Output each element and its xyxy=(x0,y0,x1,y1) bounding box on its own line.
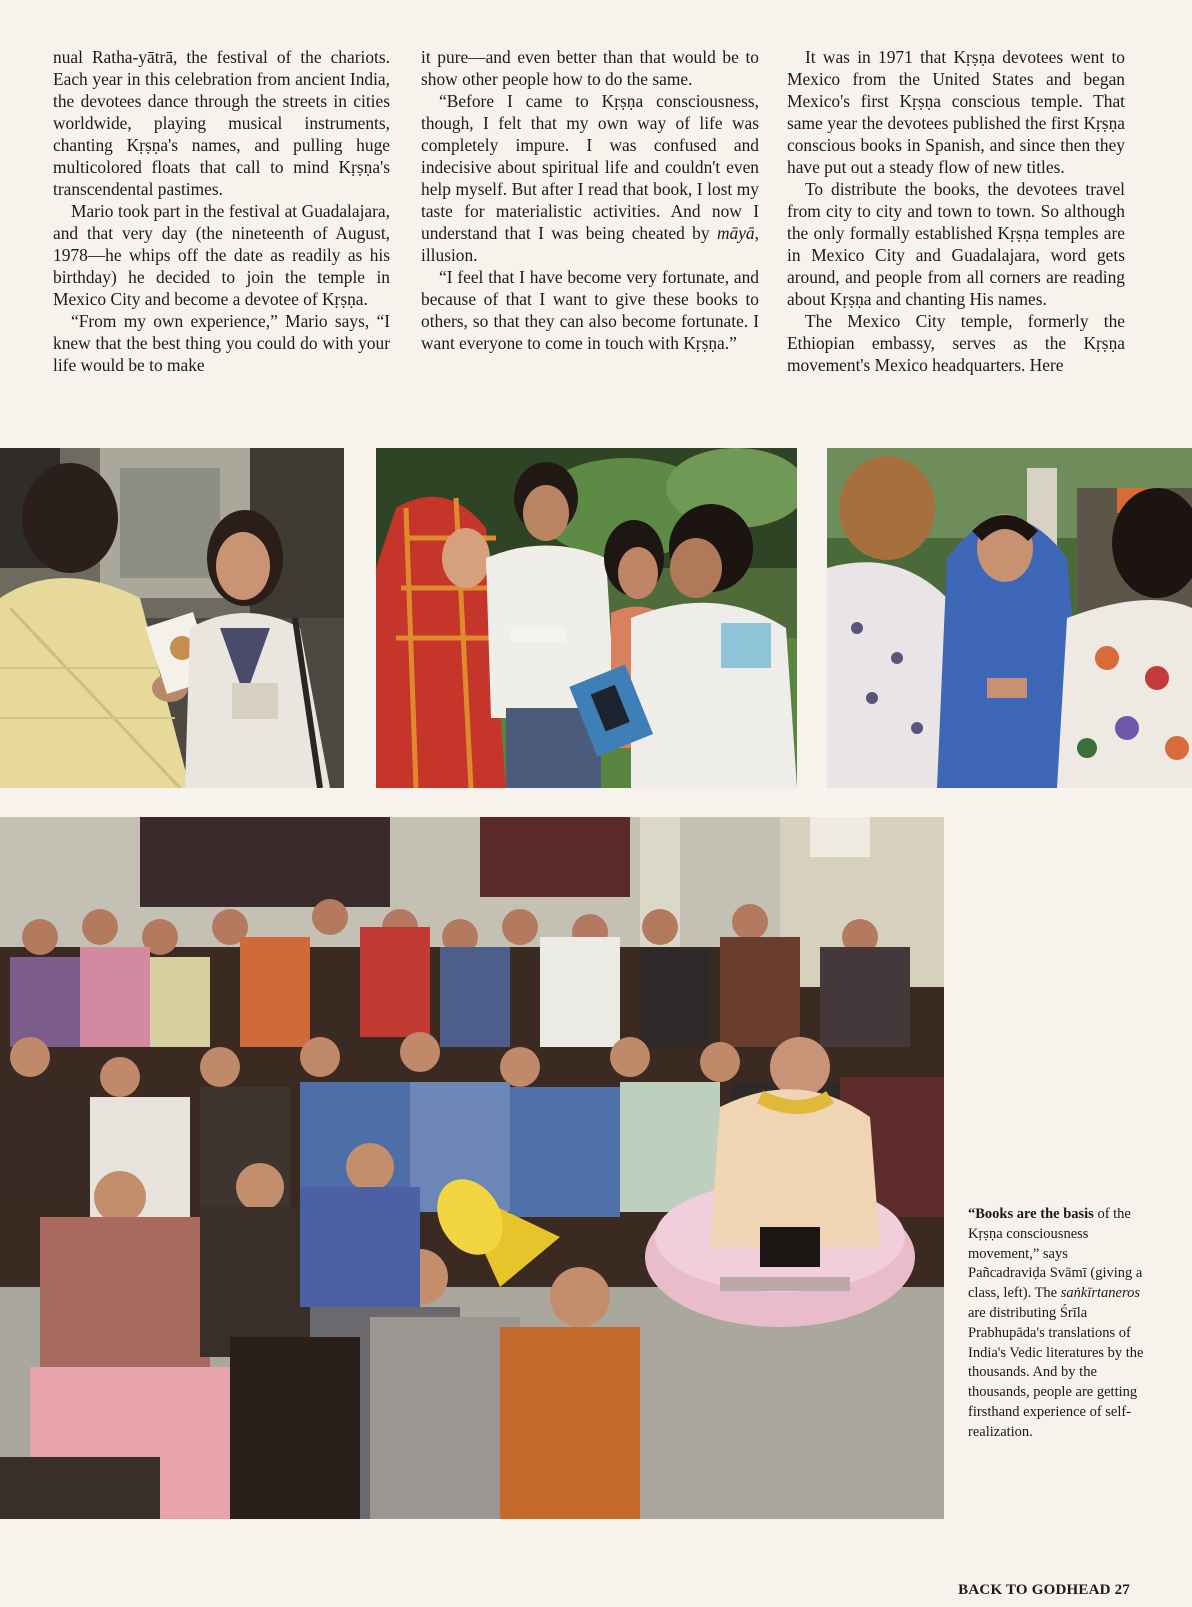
article-column-2 xyxy=(421,46,759,426)
paragraph: “I feel that I have become very fortunate, and because of that I want to give these books to others, so that they can also become fortunate. I want everyone to come in touch with Kṛṣṇa.” xyxy=(421,267,759,353)
italic-term: māyā, xyxy=(716,223,759,243)
photo-park-book-distribution xyxy=(376,448,797,788)
paragraph: nual Ratha-yātrā, the festival of the chariots. Each year in this celebration from ancient India, the devotees dance through the streets in cities worldwide, playing musical instruments, chanting Kṛṣṇa's names, and pulling huge multicolored floats that call to mind Kṛṣṇa's transcendental pastimes. xyxy=(53,47,390,199)
article-column-1 xyxy=(53,46,390,426)
photo-street-book-offer xyxy=(0,448,344,788)
photo-image xyxy=(376,448,797,788)
caption-lead: “Books are the basis xyxy=(968,1206,1094,1222)
paragraph: It was in 1971 that Kṛṣṇa devotees went to Mexico from the United States and began Mexico's first Kṛṣṇa conscious temple. That same year the devotees published the first Kṛṣṇa conscious books in Spanish, and since then they have put out a steady flow of new titles. xyxy=(787,47,1125,177)
paragraph: To distribute the books, the devotees travel from city to city and town to town. So although the only formally established Kṛṣṇa temples are in Mexico City and Guadalajara, word gets around, and people from all corners are reading about Kṛṣṇa and chanting His names. xyxy=(787,179,1125,309)
caption-text: are distributing Śrīla Prabhupāda's translations of India's Vedic literatures by the thousands. And by the thousands, people are getting firsthand experience of self-realization. xyxy=(968,1304,1144,1440)
photo-smiling-devotee xyxy=(827,448,1192,788)
paragraph: “From my own experience,” Mario says, “I knew that the best thing you could do with your life would be to make xyxy=(53,311,390,375)
photo-image xyxy=(827,448,1192,788)
caption-italic-term: saṅkīrtaneros xyxy=(1060,1285,1140,1302)
caption-text: of the Kṛṣṇa consciousness movement,” says Pañcadraviḍa Svāmī (giving a class, left). The xyxy=(968,1206,1143,1302)
paragraph: Mario took part in the festival at Guadalajara, and that very day (the nineteenth of August, 1978—he whips off the date as readily as his birthday) he decided to join the temple in Mexico City and become a devotee of Kṛṣṇa. xyxy=(53,201,390,309)
photo-temple-class xyxy=(0,817,944,1519)
paragraph: The Mexico City temple, formerly the Ethiopian embassy, serves as the Kṛṣṇa movement's Mexico headquarters. Here xyxy=(787,311,1125,375)
paragraph-text: illusion. xyxy=(421,245,478,265)
photo-image xyxy=(0,817,944,1519)
article-column-3 xyxy=(787,46,1125,426)
paragraph xyxy=(421,90,759,266)
photo-caption xyxy=(968,1205,1148,1443)
paragraph-text: “Before I came to Kṛṣṇa consciousness, though, I felt that my own way of life was completely impure. I was confused and indecisive about spiritual life and couldn't even help myself. But after I read that book, I lost my taste for materialistic activities. And now I understand that I was being cheated by xyxy=(421,91,759,243)
page-footer: BACK TO GODHEAD 27 xyxy=(958,1582,1130,1598)
photo-image xyxy=(0,448,344,788)
paragraph: it pure—and even better than that would be to show other people how to do the same. xyxy=(421,47,759,89)
